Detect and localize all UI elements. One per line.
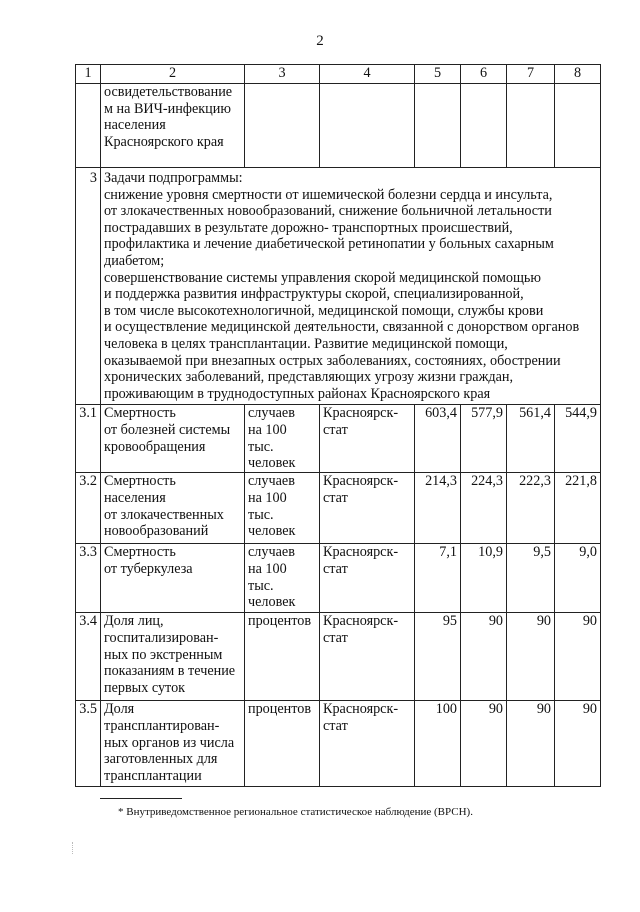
header-cell: 3 — [245, 65, 320, 84]
value-cell: 90 — [555, 613, 601, 701]
text-line: Задачи подпрограммы: — [104, 170, 243, 186]
row-number — [76, 84, 101, 168]
value-cell: 222,3 — [507, 473, 555, 544]
table-row — [76, 405, 601, 473]
value-cell: 214,3 — [415, 473, 461, 544]
text-line: показаниям в течение — [104, 663, 236, 680]
source-cell — [320, 613, 415, 701]
value-cell: 90 — [555, 701, 601, 787]
text-line: человек — [248, 523, 296, 540]
value-cell — [555, 84, 601, 168]
text-line: кровообращения — [104, 438, 206, 455]
header-cell: 4 — [320, 65, 415, 84]
text-line: населения — [104, 117, 166, 134]
text-line: и поддержка развития инфраструктуры скорой, специализированной, — [104, 286, 524, 303]
text-line: стат — [323, 560, 348, 577]
value-cell: 561,4 — [507, 405, 555, 473]
text-line: Красноярск- — [323, 544, 399, 561]
row-number: 3 — [76, 168, 101, 405]
text-line: от злокачественных новообразований, снижение больничной летальности — [104, 203, 552, 220]
table-header-row — [76, 65, 601, 84]
text-line: диабетом; — [104, 252, 165, 269]
value-cell: 9,5 — [507, 544, 555, 613]
text-line: трансплантирован- — [104, 717, 220, 734]
value-cell: 95 — [415, 613, 461, 701]
text-line: стат — [323, 489, 348, 506]
indicators-table — [75, 64, 601, 787]
text-line: случаев — [248, 473, 295, 490]
row-number: 3.5 — [76, 701, 101, 787]
table-row — [76, 473, 601, 544]
text-line: профилактика и лечение диабетической ретинопатии у больных сахарным — [104, 236, 554, 253]
header-cell: 1 — [76, 65, 101, 84]
indicator-name — [101, 84, 245, 168]
value-cell: 90 — [461, 613, 507, 701]
text-line: хронических заболеваний, представляющих угрозу жизни граждан, — [104, 369, 514, 386]
page-number: 2 — [316, 33, 324, 49]
value-cell — [415, 84, 461, 168]
text-line: тыс. — [248, 438, 274, 455]
table-row — [76, 84, 601, 168]
text-line: человек — [248, 594, 296, 611]
text-line: случаев — [248, 405, 295, 422]
text-line: тыс. — [248, 577, 274, 594]
text-line: Доля лиц, — [104, 613, 164, 630]
header-cell: 7 — [507, 65, 555, 84]
value-cell: 90 — [507, 701, 555, 787]
text-line: Смертность — [104, 544, 176, 561]
unit-cell — [245, 84, 320, 168]
row-number: 3.2 — [76, 473, 101, 544]
text-line: стат — [323, 629, 348, 646]
table-row — [76, 613, 601, 701]
value-cell — [507, 84, 555, 168]
text-line: стат — [323, 421, 348, 438]
text-line: оказываемой при внезапных острых заболеваниях, состояниях, обострении — [104, 352, 561, 369]
table-row — [76, 701, 601, 787]
source-cell — [320, 701, 415, 787]
text-line: освидетельствование — [104, 84, 233, 100]
text-line: Доля — [104, 701, 135, 718]
value-cell: 90 — [507, 613, 555, 701]
text-line: пострадавших в результате дорожно- транспортных происшествий, — [104, 219, 513, 236]
value-cell: 90 — [461, 701, 507, 787]
header-cell: 5 — [415, 65, 461, 84]
text-line: Смертность — [104, 473, 176, 490]
source-cell — [320, 544, 415, 613]
value-cell: 9,0 — [555, 544, 601, 613]
row-number: 3.4 — [76, 613, 101, 701]
text-line: населения — [104, 489, 166, 506]
indicator-name — [101, 613, 245, 701]
indicator-name — [101, 473, 245, 544]
value-cell: 544,9 — [555, 405, 601, 473]
text-line: Красноярск- — [323, 613, 399, 630]
text-line: новообразований — [104, 523, 209, 540]
value-cell: 577,9 — [461, 405, 507, 473]
value-cell: 100 — [415, 701, 461, 787]
footnote-text: * Внутриведомственное региональное статистическое наблюдение (ВРСН). — [118, 806, 473, 818]
header-cell: 8 — [555, 65, 601, 84]
text-line: от туберкулеза — [104, 560, 193, 577]
text-line: ных органов из числа — [104, 734, 235, 751]
header-cell: 2 — [101, 65, 245, 84]
text-line: человека в целях трансплантации. Развитие медицинской помощи, — [104, 335, 508, 352]
value-cell: 603,4 — [415, 405, 461, 473]
source-cell — [320, 84, 415, 168]
scan-mark — [72, 842, 75, 854]
text-line: стат — [323, 717, 348, 734]
text-line: совершенствование системы управления скорой медицинской помощью — [104, 269, 541, 286]
value-cell — [461, 84, 507, 168]
text-line: и осуществление медицинской деятельности, связанной с донорством органов — [104, 319, 580, 336]
text-line: в том числе высокотехнологичной, медицинской помощи, службы крови — [104, 302, 544, 319]
text-line: Красноярского края — [104, 133, 224, 150]
section-row — [76, 168, 601, 405]
source-cell — [320, 405, 415, 473]
text-line: тыс. — [248, 506, 274, 523]
value-cell: 224,3 — [461, 473, 507, 544]
row-number: 3.3 — [76, 544, 101, 613]
indicator-name — [101, 701, 245, 787]
text-line: Смертность — [104, 405, 176, 422]
text-line: человек — [248, 455, 296, 472]
indicator-name — [101, 405, 245, 473]
text-line: первых суток — [104, 679, 186, 696]
text-line: на 100 — [248, 489, 287, 506]
header-cell: 6 — [461, 65, 507, 84]
unit-cell — [245, 701, 320, 787]
source-cell — [320, 473, 415, 544]
table-row — [76, 544, 601, 613]
text-line: заготовленных для — [104, 751, 218, 768]
text-line: ных по экстренным — [104, 646, 223, 663]
section-tasks-text — [101, 168, 601, 405]
text-line: Красноярск- — [323, 473, 399, 490]
footnote-divider — [100, 798, 182, 799]
text-line: случаев — [248, 544, 295, 561]
unit-cell — [245, 405, 320, 473]
unit-cell — [245, 613, 320, 701]
text-line: госпитализирован- — [104, 629, 219, 646]
text-line: м на ВИЧ-инфекцию — [104, 100, 231, 117]
text-line: Красноярск- — [323, 701, 399, 718]
indicator-name — [101, 544, 245, 613]
text-line: снижение уровня смертности от ишемической болезни сердца и инсульта, — [104, 186, 553, 203]
row-number: 3.1 — [76, 405, 101, 473]
text-line: процентов — [248, 701, 312, 718]
value-cell: 7,1 — [415, 544, 461, 613]
value-cell: 10,9 — [461, 544, 507, 613]
text-line: на 100 — [248, 421, 287, 438]
text-line: процентов — [248, 613, 312, 630]
unit-cell — [245, 544, 320, 613]
text-line: трансплантации — [104, 767, 202, 784]
text-line: на 100 — [248, 560, 287, 577]
unit-cell — [245, 473, 320, 544]
value-cell: 221,8 — [555, 473, 601, 544]
text-line: проживающим в труднодоступных районах Красноярского края — [104, 385, 491, 402]
text-line: от болезней системы — [104, 421, 231, 438]
text-line: Красноярск- — [323, 405, 399, 422]
text-line: от злокачественных — [104, 506, 224, 523]
